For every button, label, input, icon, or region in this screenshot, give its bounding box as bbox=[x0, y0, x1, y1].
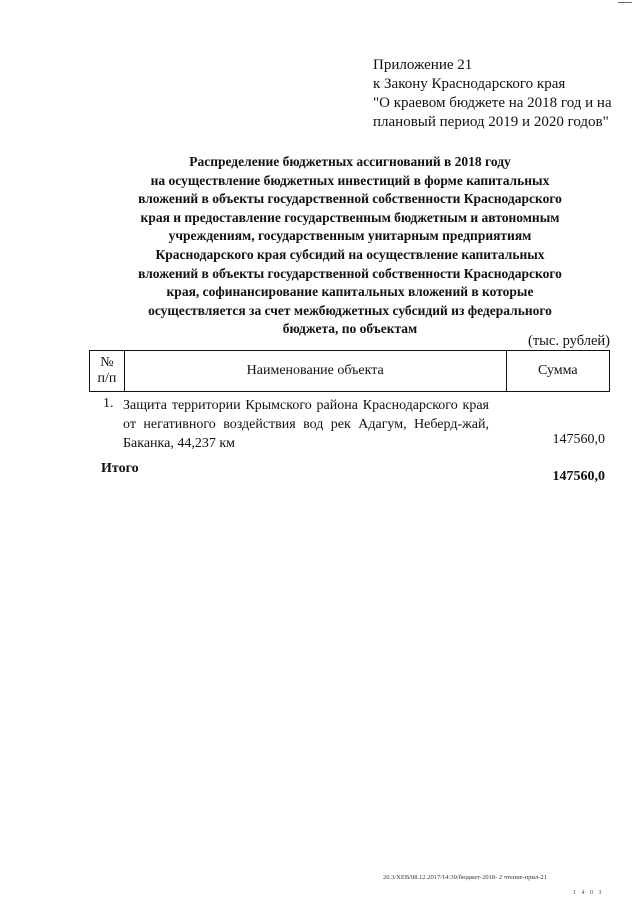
header-num bbox=[90, 351, 125, 392]
title-line: края и предоставление государственным бюджетным и автономным bbox=[140, 209, 560, 225]
appendix-line: плановый период 2019 и 2020 годов" bbox=[373, 114, 609, 130]
table-header-row bbox=[90, 351, 610, 392]
header-name: Наименование объекта bbox=[124, 351, 506, 392]
unit-label: (тыс. рублей) bbox=[528, 333, 610, 349]
title-line: учреждениям, государственным унитарным предприятиям bbox=[168, 228, 532, 244]
row-number: 1. bbox=[103, 396, 114, 411]
footer-file-stamp: 20.3/ХЕВ/08.12.2017/14:39/бюджет-2018- 2 чтение-прил-21 bbox=[383, 874, 547, 881]
title-line: Краснодарского края субсидий на осуществление капитальных bbox=[155, 246, 545, 262]
page-mark: 1 4 0 3 bbox=[573, 890, 604, 896]
allocation-table-header bbox=[89, 350, 610, 392]
total-label: Итого bbox=[101, 461, 139, 476]
total-sum: 147560,0 bbox=[552, 469, 605, 484]
appendix-line: "О краевом бюджете на 2018 год и на bbox=[373, 95, 612, 111]
header-num-line1: № bbox=[100, 355, 114, 370]
header-sum: Сумма bbox=[506, 351, 609, 392]
appendix-line: Приложение 21 bbox=[373, 57, 473, 73]
appendix-header bbox=[373, 56, 635, 132]
corner-mark bbox=[618, 2, 632, 7]
title-line: осуществляется за счет межбюджетных субсидий из федерального bbox=[148, 302, 552, 318]
title-line: бюджета, по объектам bbox=[282, 321, 418, 337]
document-title bbox=[95, 153, 605, 339]
appendix-line: к Закону Краснодарского края bbox=[373, 76, 566, 92]
title-line: вложений в объекты государственной собственности Краснодарского bbox=[138, 265, 562, 281]
row-sum: 147560,0 bbox=[552, 432, 605, 447]
title-line: края, софинансирование капитальных вложений в которые bbox=[166, 284, 534, 300]
header-num-line2: п/п bbox=[97, 371, 117, 386]
row-object-name: Защита территории Крымского района Краснодарского края от негативного воздействия вод рек Адагум, Неберд-жай, Баканка, 44,237 км bbox=[123, 398, 489, 451]
title-line: вложений в объекты государственной собственности Краснодарского bbox=[138, 191, 562, 207]
title-line: на осуществление бюджетных инвестиций в форме капитальных bbox=[150, 172, 550, 188]
title-line: Распределение бюджетных ассигнований в 2018 году bbox=[189, 154, 511, 169]
